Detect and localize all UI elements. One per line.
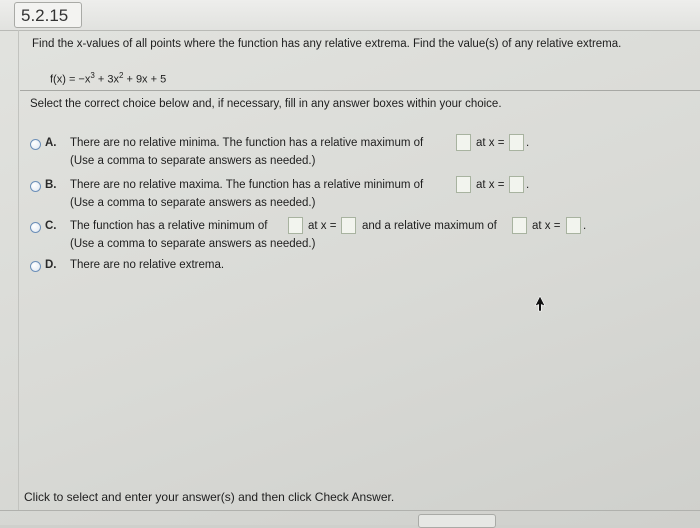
choice-c-min-x-input[interactable] bbox=[341, 217, 356, 234]
choice-c-period: . bbox=[583, 220, 587, 232]
choice-c-text: The function has a relative minimum of bbox=[70, 220, 268, 232]
choice-c-at-x-label-2: at x = bbox=[532, 220, 561, 232]
choice-a-at-x-label: at x = bbox=[476, 137, 505, 149]
function-expression bbox=[50, 71, 166, 86]
choice-d-text: There are no relative extrema. bbox=[70, 259, 225, 271]
footer-divider bbox=[0, 510, 700, 511]
panel-border bbox=[18, 30, 19, 510]
choice-b-note: (Use a comma to separate answers as needed.) bbox=[70, 197, 316, 209]
function-lhs: f(x) = −x bbox=[50, 73, 91, 86]
choice-b-radio[interactable] bbox=[30, 181, 41, 192]
choice-c-at-x-label-1: at x = bbox=[308, 220, 337, 232]
choice-b-min-value-input[interactable] bbox=[456, 176, 471, 193]
choice-a-note: (Use a comma to separate answers as needed.) bbox=[70, 155, 316, 167]
divider bbox=[20, 90, 700, 91]
instruction-text: Select the correct choice below and, if necessary, fill in any answer boxes within your choice. bbox=[30, 98, 502, 110]
choice-d-radio[interactable] bbox=[30, 261, 41, 272]
choice-c-min-value-input[interactable] bbox=[288, 217, 303, 234]
choice-b-text: There are no relative maxima. The function has a relative minimum of bbox=[70, 179, 424, 191]
choice-a-max-value-input[interactable] bbox=[456, 134, 471, 151]
choice-d-letter: D. bbox=[45, 259, 57, 271]
exponent-2: 2 bbox=[118, 71, 124, 80]
choice-a-letter: A. bbox=[45, 137, 57, 149]
choice-a-text: There are no relative minima. The function has a relative maximum of bbox=[70, 137, 424, 149]
function-mid: + 3x bbox=[94, 73, 119, 86]
choice-c-max-value-input[interactable] bbox=[512, 217, 527, 234]
question-prompt: Find the x-values of all points where the function has any relative extrema. Find the value(s) of any relative extrema. bbox=[32, 38, 622, 50]
check-answer-button[interactable] bbox=[418, 514, 496, 528]
header-bar bbox=[0, 0, 700, 31]
choice-b-letter: B. bbox=[45, 179, 57, 191]
function-tail: + 9x + 5 bbox=[123, 73, 167, 86]
mouse-cursor-icon bbox=[533, 295, 547, 313]
footer-instruction: Click to select and enter your answer(s) and then click Check Answer. bbox=[24, 490, 395, 504]
choice-a-period: . bbox=[526, 137, 530, 149]
choice-a-radio[interactable] bbox=[30, 139, 41, 150]
choice-b-x-input[interactable] bbox=[509, 176, 524, 193]
choice-c-max-x-input[interactable] bbox=[566, 217, 581, 234]
choice-a-x-input[interactable] bbox=[509, 134, 524, 151]
exponent-3: 3 bbox=[90, 71, 95, 80]
choice-b-at-x-label: at x = bbox=[476, 179, 505, 191]
choice-c-mid-text: and a relative maximum of bbox=[362, 220, 497, 232]
choice-b-period: . bbox=[526, 179, 530, 191]
choice-c-radio[interactable] bbox=[30, 222, 41, 233]
question-number: 5.2.15 bbox=[14, 2, 82, 28]
choice-c-note: (Use a comma to separate answers as needed.) bbox=[70, 238, 316, 250]
choice-c-letter: C. bbox=[45, 220, 57, 232]
